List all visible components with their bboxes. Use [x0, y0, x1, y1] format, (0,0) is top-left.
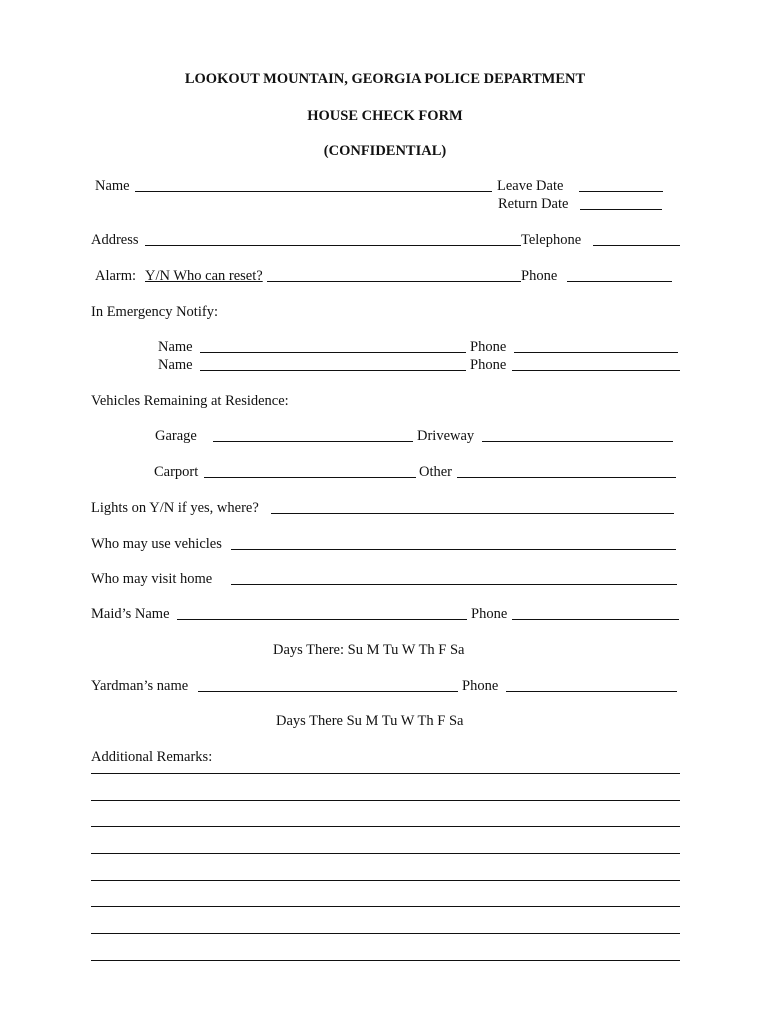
who-vehicles-field[interactable]	[231, 549, 676, 550]
yardman-name-label: Yardman’s name	[91, 678, 189, 694]
alarm-reset-field[interactable]	[267, 281, 521, 282]
who-visit-label: Who may visit home	[91, 571, 213, 587]
address-field[interactable]	[145, 245, 521, 246]
address-label: Address	[91, 232, 139, 248]
department-title: LOOKOUT MOUNTAIN, GEORGIA POLICE DEPARTMENT	[184, 71, 586, 87]
name-label: Name	[95, 178, 130, 194]
remarks-line[interactable]	[91, 960, 680, 961]
alarm-reset-label: Y/N Who can reset?	[145, 268, 263, 284]
who-vehicles-label: Who may use vehicles	[91, 536, 222, 552]
maid-name-field[interactable]	[177, 619, 467, 620]
yardman-name-field[interactable]	[198, 691, 458, 692]
maid-name-label: Maid’s Name	[91, 606, 170, 622]
remarks-line[interactable]	[91, 853, 680, 854]
emergency-heading: In Emergency Notify:	[91, 304, 218, 320]
lights-label: Lights on Y/N if yes, where?	[91, 500, 259, 516]
emergency-name-label: Name	[158, 339, 193, 355]
other-field[interactable]	[457, 477, 676, 478]
maid-phone-field[interactable]	[512, 619, 679, 620]
form-title: HOUSE CHECK FORM	[307, 108, 463, 124]
vehicles-heading: Vehicles Remaining at Residence:	[91, 393, 289, 409]
yardman-days-label: Days There Su M Tu W Th F Sa	[276, 713, 464, 729]
emergency-name-field-2[interactable]	[200, 370, 466, 371]
yardman-phone-field[interactable]	[506, 691, 677, 692]
who-visit-field[interactable]	[231, 584, 677, 585]
yardman-phone-label: Phone	[462, 678, 499, 694]
other-label: Other	[419, 464, 453, 480]
maid-days-label: Days There: Su M Tu W Th F Sa	[273, 642, 465, 658]
remarks-heading: Additional Remarks:	[91, 749, 213, 765]
emergency-phone-field-2[interactable]	[512, 370, 680, 371]
remarks-line[interactable]	[91, 880, 680, 881]
driveway-label: Driveway	[417, 428, 475, 444]
alarm-label: Alarm:	[95, 268, 137, 284]
lights-field[interactable]	[271, 513, 674, 514]
driveway-field[interactable]	[482, 441, 673, 442]
telephone-field[interactable]	[593, 245, 680, 246]
alarm-phone-label: Phone	[521, 268, 558, 284]
alarm-phone-field[interactable]	[567, 281, 672, 282]
remarks-line[interactable]	[91, 906, 680, 907]
carport-field[interactable]	[204, 477, 416, 478]
maid-phone-label: Phone	[471, 606, 508, 622]
name-field[interactable]	[135, 191, 492, 192]
remarks-line[interactable]	[91, 800, 680, 801]
emergency-name-field[interactable]	[200, 352, 466, 353]
emergency-phone-label-2: Phone	[470, 357, 507, 373]
emergency-phone-label: Phone	[470, 339, 507, 355]
leave-date-label: Leave Date	[497, 178, 564, 194]
remarks-line[interactable]	[91, 826, 680, 827]
return-date-field[interactable]	[580, 209, 662, 210]
garage-label: Garage	[155, 428, 197, 444]
emergency-phone-field[interactable]	[514, 352, 678, 353]
garage-field[interactable]	[213, 441, 413, 442]
confidential-label: (CONFIDENTIAL)	[323, 143, 447, 159]
remarks-line[interactable]	[91, 773, 680, 774]
remarks-line[interactable]	[91, 933, 680, 934]
return-date-label: Return Date	[498, 196, 569, 212]
emergency-name-label-2: Name	[158, 357, 193, 373]
telephone-label: Telephone	[521, 232, 582, 248]
carport-label: Carport	[154, 464, 199, 480]
leave-date-field[interactable]	[579, 191, 663, 192]
